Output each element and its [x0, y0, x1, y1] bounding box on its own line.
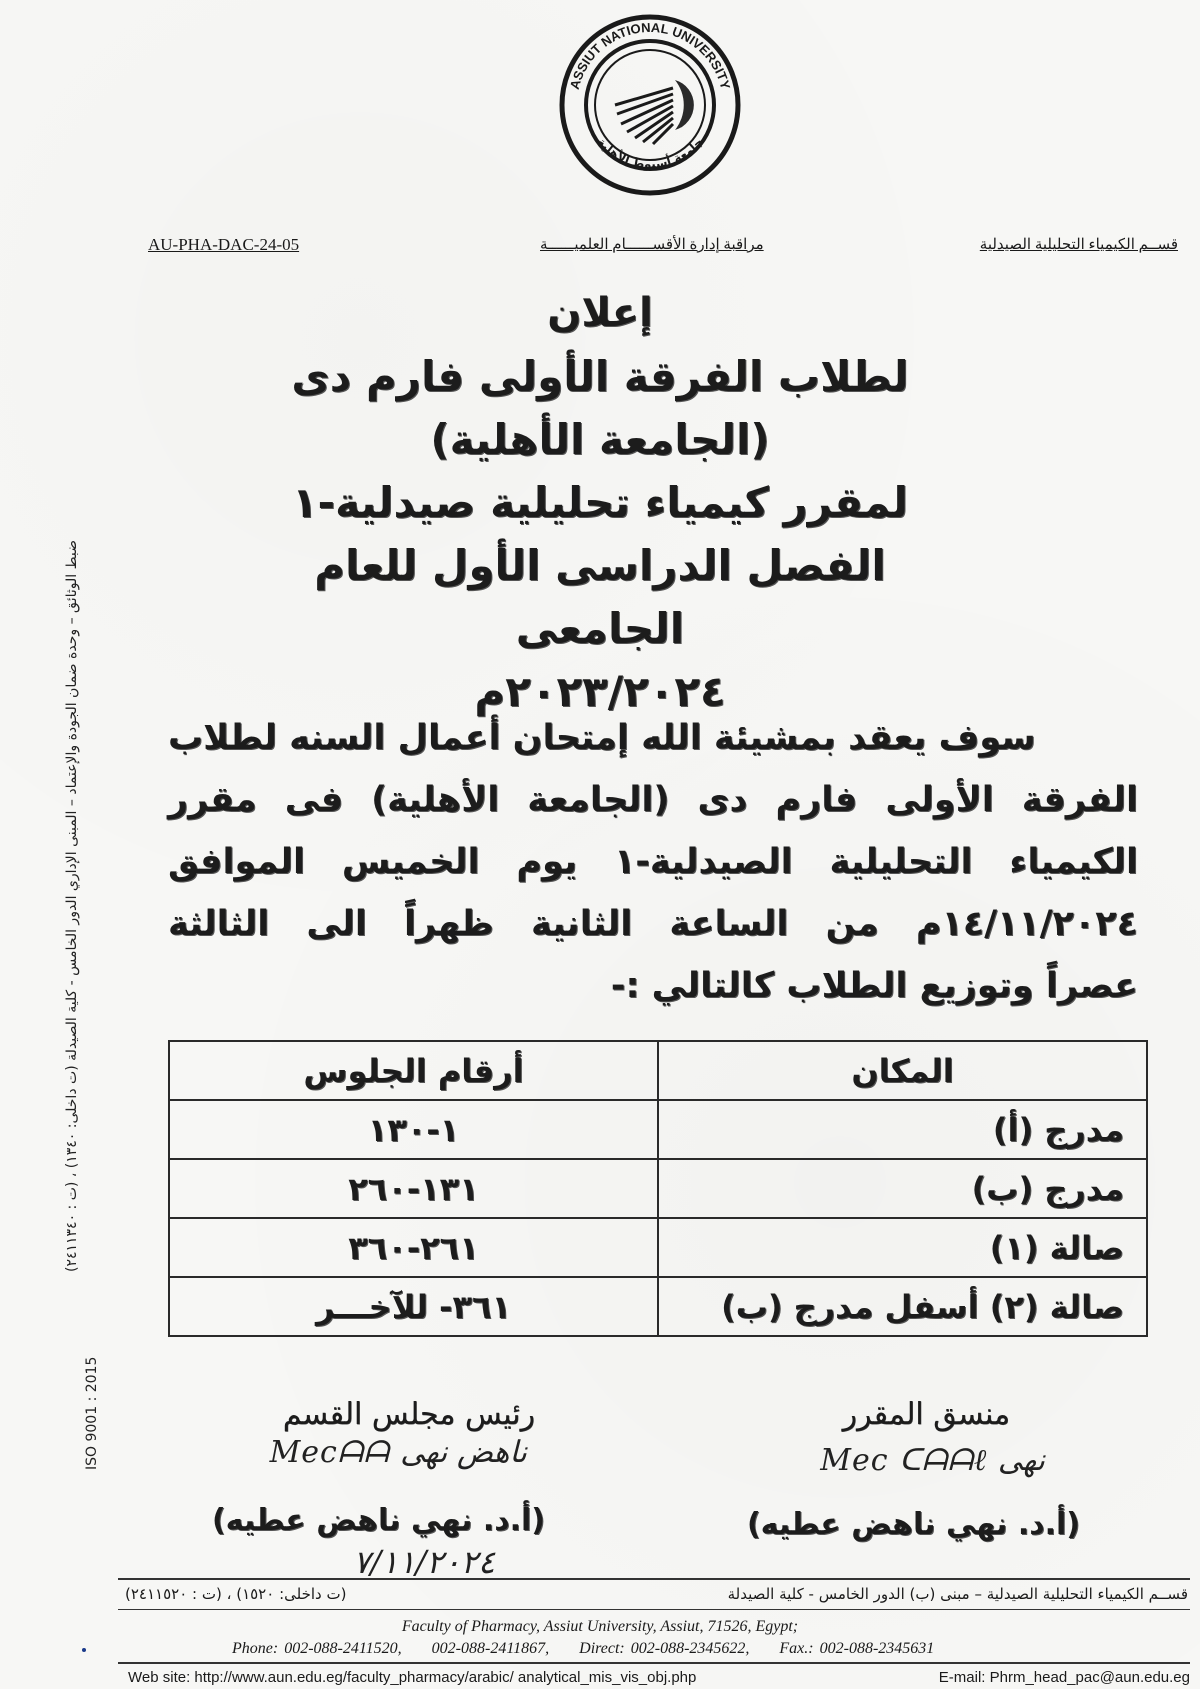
signatory-name: (أ.د. نهي ناهض عطيه) — [211, 1503, 545, 1538]
body-line: سوف يعقد بمشيئة الله إمتحان أعمال السنه لطلاب — [168, 718, 1036, 758]
announcement-title — [240, 282, 960, 723]
seating-table — [168, 1040, 1148, 1337]
footer-direct: Direct: 002-088-2345622, — [579, 1640, 750, 1657]
column-header-seats: أرقام الجلوس — [169, 1041, 658, 1100]
side-iso-label: ISO 9001 : 2015 — [84, 1356, 100, 1470]
scan-mark — [82, 1648, 86, 1652]
footer-address: Faculty of Pharmacy, Assiut University, Assiut, 71526, Egypt; — [401, 1618, 799, 1635]
side-document-control-text: ضبط الوثائق – وحدة ضمان الجودة والإعتماد – المبنى الإداري الدور الخامس - كلية الصيدلة (ت داخلى: ١٣٤٠) ، (ت : ٢٤١١٣٤٠) — [64, 540, 80, 1273]
table-row — [169, 1218, 1147, 1277]
footer-divider — [118, 1578, 1190, 1580]
body-line: ١٤/١١/٢٠٢٤م من الساعة الثانية ظهراً الى الثالثة — [168, 904, 1138, 944]
footer-phone-2: 002-088-2411867, — [431, 1640, 550, 1657]
body-line: الفرقة الأولى فارم دى (الجامعة الأهلية) فى مقرر — [168, 780, 1138, 820]
table-row — [169, 1159, 1147, 1218]
document-code: AU-PHA-DAC-24-05 — [148, 235, 300, 254]
cell-place: صالة (٢) أسفل مدرج (ب) — [658, 1277, 1147, 1336]
table-header-row — [169, 1041, 1147, 1100]
title-audience: لطلاب الفرقة الأولى فارم دى — [291, 352, 909, 401]
cell-seats: ٣٦١- للآخـــر — [169, 1277, 658, 1336]
footer-department-address: قســم الكيمياء التحليلية الصيدلية – مبنى (ب) الدور الخامس - كلية الصيدلة — [727, 1585, 1188, 1603]
cell-seats: ٢٦١-٣٦٠ — [169, 1218, 658, 1277]
footer-extensions: (ت داخلى: ١٥٢٠) ، (ت : ٢٤١١٥٢٠) — [125, 1585, 347, 1603]
footer-divider — [118, 1609, 1190, 1610]
footer-contacts — [232, 1640, 958, 1658]
cell-seats: ١٣١-٢٦٠ — [169, 1159, 658, 1218]
footer-phone: Phone: 002-088-2411520, — [232, 1640, 402, 1657]
department-name: قســم الكيمياء التحليلية الصيدلية — [979, 237, 1178, 253]
signatory-name: (أ.د. نهي ناهض عطيه) — [746, 1507, 1080, 1542]
handwritten-signature: Mecᗩᗩ ناهض نهى — [269, 1435, 527, 1470]
signature-department-head — [195, 1395, 555, 1581]
table-row — [169, 1277, 1147, 1336]
cell-place: مدرج (أ) — [658, 1100, 1147, 1159]
column-header-place: المكان — [658, 1041, 1147, 1100]
title-semester: الفصل الدراسى الأول للعام الجامعى — [314, 541, 886, 653]
university-seal-icon — [555, 10, 745, 200]
table-row — [169, 1100, 1147, 1159]
svg-text:جامعة أسيوط الأهلية: جامعة أسيوط الأهلية — [594, 134, 706, 172]
footer-divider — [118, 1662, 1190, 1664]
cell-place: مدرج (ب) — [658, 1159, 1147, 1218]
svg-text:ASSIUT NATIONAL UNIVERSITY: ASSIUT NATIONAL UNIVERSITY — [566, 19, 734, 91]
signature-course-coordinator — [740, 1395, 1100, 1555]
body-line: الكيمياء التحليلية الصيدلية-١ يوم الخميس الموافق — [168, 842, 1138, 882]
title-year: ٢٠٢٣/٢٠٢٤م — [474, 667, 726, 716]
handwritten-signature: Mec ᑕᗩᗩℓ نهى — [820, 1443, 1045, 1478]
department-control-label: مراقبة إدارة الأقســــــام العلميــــــة — [540, 237, 764, 253]
cell-place: صالة (١) — [658, 1218, 1147, 1277]
announcement-body — [168, 707, 1138, 1017]
title-university: (الجامعة الأهلية) — [430, 415, 770, 464]
footer-fax: Fax.: 002-088-2345631 — [779, 1640, 935, 1657]
signature-title: رئيس مجلس القسم — [282, 1397, 535, 1432]
handwritten-date: ٧/١١/٢٠٢٤ — [353, 1543, 495, 1581]
signature-title: منسق المقرر — [842, 1397, 1010, 1432]
body-line: عصراً وتوزيع الطلاب كالتالي :- — [610, 966, 1138, 1006]
title-announcement: إعلان — [547, 290, 653, 336]
footer-website-link[interactable]: Web site: http://www.aun.edu.eg/faculty_pharmacy/arabic/ analytical_mis_vis_obj.php — [128, 1669, 697, 1686]
cell-seats: ١-١٣٠ — [169, 1100, 658, 1159]
title-course: لمقرر كيمياء تحليلية صيدلية-١ — [292, 478, 908, 527]
footer-email-link[interactable]: E-mail: Phrm_head_pac@aun.edu.eg — [938, 1669, 1190, 1686]
